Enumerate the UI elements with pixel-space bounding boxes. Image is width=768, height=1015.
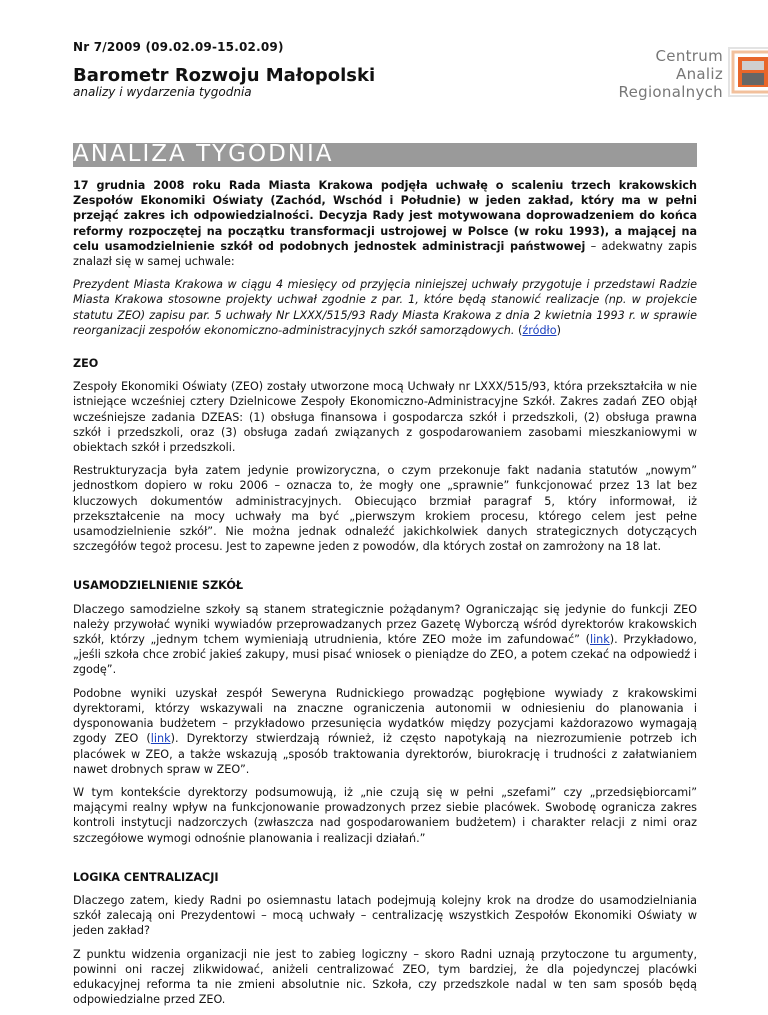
section-banner (73, 143, 697, 167)
usam-p1-text-b: ). Przykładowo, „jeśli szkoła chce zrobić jakieś zakupy, musi pisać wniosek o pieniądze do ZEO, a potem czekać na odpowiedź i zgodę”. (73, 633, 697, 677)
usam-p2-text-b: ). Dyrektorzy stwierdzają również, iż często napotykają na niezrozumienie potrzeb ich placówek w ZEO, a także wskazują „sposób traktowania dyrektorów, biurokrację i trudności z załatwianiem nawet drobnych spraw w ZEO”. (73, 732, 697, 776)
intro-paragraph (73, 178, 697, 269)
newsletter-title: Barometr Rozwoju Małopolski (73, 65, 376, 86)
logika-paragraph-1: Dlaczego zatem, kiedy Radni po osiemnastu latach podejmują kolejny krok na drodze do usamodzielniania szkół zalecają oni Prezydentowi – mocą uchwały – centralizację wszystkich Zespołów Ekonomiki Oświaty w jeden zakład? (73, 893, 697, 938)
heading-zeo: ZEO (73, 357, 99, 371)
logika-paragraph-2: Z punktu widzenia organizacji nie jest to zabieg logiczny – skoro Radni uznają przytoczone tu argumenty, powinni oni raczej zlikwidować, aniżeli centralizować ZEO, tym bardziej, że dla pojedynczej placówki edukacyjnej reforma ta nie zmieni absolutnie nic. Szkoła, czy przedszkole nadal w ten sam sposób będą odpowiedzialne przed ZEO. (73, 947, 697, 1007)
quote-text: Prezydent Miasta Krakowa w ciągu 4 miesięcy od przyjęcia niniejszej uchwały przygotuje i przedstawi Radzie Miasta Krakowa stosowne projekty uchwał zgodnie z par. 1, które będą stanowić realizacje (np. w projekcie statutu ZEO) zapisu par. 5 uchwały Nr LXXX/515/93 Rady Miasta Krakowa z dnia 2 kwietnia 1993 r. w sprawie reorganizacji zespołów ekonomiczno-administracyjnych szkół samorządowych. (73, 278, 697, 337)
heading-usamodzielnienie: USAMODZIELNIENIE SZKÓŁ (73, 579, 244, 593)
article-body (73, 178, 697, 1015)
gazeta-link[interactable]: link (589, 633, 610, 647)
zeo-paragraph-2: Restrukturyzacja była zatem jedynie prowizoryczna, o czym przekonuje fakt nadania statutów „nowym” jednostkom dopiero w roku 2006 – oznacza to, że mogły one „sprawnie” funkcjonować przez 13 lat bez kluczowych dokumentów administracyjnych. Obiecująco brzmiał paragraf 5, który informował, iż przekształcenie na mocy uchwały ma być „pierwszym krokiem procesu, którego celem jest pełne usamodzielnienie szkół”. Nie można jednak odnaleźć jakichkolwiek danych strategicznych dotyczących szczegółów tegoż procesu. Jest to zapewne jeden z powodów, dla których został on zamrożony na 18 lat. (73, 464, 697, 554)
issue-number: Nr 7/2009 (09.02.09-15.02.09) (73, 40, 284, 54)
source-link[interactable]: źródło (522, 323, 557, 337)
logo-mark-icon (728, 47, 768, 97)
usam-paragraph-1 (73, 602, 697, 678)
intro-bold: 17 grudnia 2008 roku Rada Miasta Krakowa podjęła uchwałę o scaleniu trzech krakowskich Zespołów Ekonomiki Oświaty (Zachód, Wschód i Południe) w jeden zakład, który ma w pełni przejąć zakres ich odpowiedzialności. Decyzja Rady jest motywowana doprowadzeniem do końca reformy rozpoczętej na początku transformacji ustrojowej w Polsce (w roku 1993), a mającej na celu usamodzielnienie szkół od podobnych jednostek administracji państwowej (73, 179, 697, 253)
logo-line-1: Centrum (655, 47, 723, 65)
banner-title: ANALIZA TYGODNIA (73, 141, 334, 167)
logo-line-2: Analiz (676, 65, 723, 83)
intro-rest: – adekwatny zapis znalazł się w samej uchwale: (73, 239, 697, 269)
usam-p1-text-a: Dlaczego samodzielne szkoły są stanem strategicznie pożądanym? Ograniczając się jedynie do funkcji ZEO należy przywołać wyniki wywiadów przeprowadzanych przez Gazetę Wyborczą wśród dyrektorów krakowskich szkół, którzy „jednym tchem wymieniają utrudnienia, które ZEO może im zafundować” ( (73, 602, 697, 647)
logo-line-3: Regionalnych (618, 83, 723, 101)
heading-logika: LOGIKA CENTRALIZACJI (73, 870, 219, 884)
usam-paragraph-2 (73, 686, 697, 777)
zeo-paragraph-1: Zespoły Ekonomiki Oświaty (ZEO) zostały utworzone mocą Uchwały nr LXXX/515/93, która przekształciła w nie istniejące wcześniej cztery Dzielnicowe Zespoły Ekonomiczno-Administracyjne Szkół. Zakres zadań ZEO objął wcześniejsze zadania DZEAS: (1) obsługa finansowa i gospodarcza szkół i przedszkoli, (2) obsługa prawna szkół i przedszkoli, oraz (3) obsługa zadań związanych z gospodarowaniem zasobami mieszkaniowymi w obiektach szkół i przedszkoli. (73, 380, 697, 455)
resolution-quote (73, 277, 697, 338)
newsletter-subtitle: analizy i wydarzenia tygodnia (73, 85, 252, 99)
usam-paragraph-3: W tym kontekście dyrektorzy podsumowują, iż „nie czują się w pełni „szefami” czy „przedsiębiorcami” mającymi realny wpływ na funkcjonowanie prowadzonych przez siebie placówek. Swobodę ogranicza zakres kontroli instytucji nadzorczych (zwłaszcza nad gospodarowaniem budżetem) i charakter relacji z nimi oraz szczegółowe wymogi odnośnie planowania i realizacji działań.” (73, 785, 697, 845)
quote-paren-close: ) (556, 323, 561, 337)
car-logo (583, 47, 768, 109)
rudnicki-link[interactable]: link (150, 732, 171, 746)
quote-paren-open: ( (514, 323, 523, 337)
usam-p2-text-a: Podobne wyniki uzyskał zespół Seweryna Rudnickiego prowadząc pogłębione wywiady z krakowskimi dyrektorami, którzy wskazywali na znaczne ograniczenia autonomii w odniesieniu do planowania i dysponowania budżetem – przykładowo przesunięcia wydatków między pozycjami każdorazowo wymagają zgody ZEO ( (73, 686, 697, 746)
